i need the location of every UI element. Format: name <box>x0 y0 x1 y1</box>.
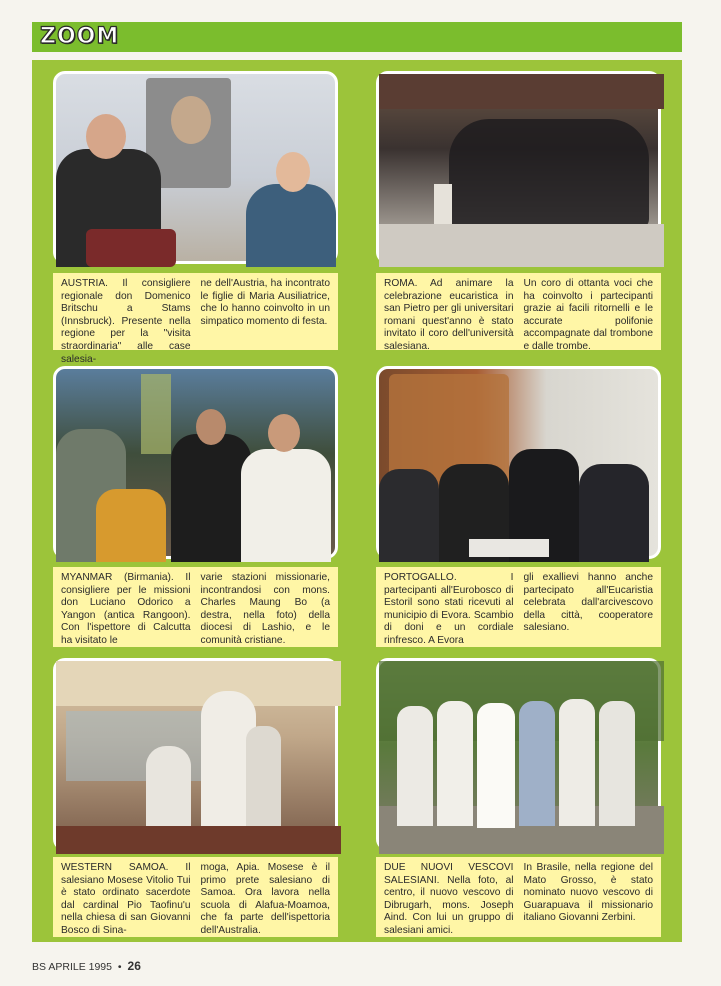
page-number: 26 <box>127 959 141 973</box>
section-header-bar <box>32 22 682 52</box>
man-white-head <box>268 414 300 452</box>
caption-roma <box>376 273 661 350</box>
footer-separator: • <box>117 961 122 973</box>
photo-vescovi <box>376 658 661 851</box>
photo-austria <box>53 71 338 264</box>
caption-roma-col2: Un coro di ottanta voci che ha coinvolto i partecipanti grazie ai facili ritornelli e le accurate polifonie accompagnate dal trombone e dalle trombe. <box>523 278 653 352</box>
person-1 <box>397 706 433 826</box>
caption-austria <box>53 273 338 365</box>
caption-myanmar <box>53 567 338 647</box>
caption-myanmar-col2: varie stazioni missionarie, incontrandosi con mons. Charles Maung Bo (a destra, nella foto) della diocesi di Lashio, e le comunità cristiane. <box>200 572 330 646</box>
girl-yellow <box>96 489 166 562</box>
choir-group <box>449 119 649 229</box>
caption-samoa <box>53 857 338 937</box>
man-right <box>579 464 649 562</box>
bishop-center <box>477 703 515 828</box>
person-6 <box>599 701 635 826</box>
caption-austria-col1: AUSTRIA. Il consigliere regionale don Domenico Britschu a Stams (Innsbruck). Presente nella regione per la "visita straordinaria" alle case salesia- <box>61 278 191 365</box>
caption-portogallo <box>376 567 661 647</box>
caption-samoa-col1: WESTERN SAMOA. Il salesiano Mosese Vitolio Tui è stato ordinato sacerdote dal cardinal Pio Taofinu'u nella chiesa di san Giovanni Bosco di Sina- <box>61 862 191 936</box>
man-white <box>241 449 331 562</box>
caption-austria-col2: ne dell'Austria, ha incontrato le figlie di Maria Ausiliatrice, che lo hanno coinvolto in un simpatico momento di festa. <box>200 278 330 327</box>
crowd-top <box>379 74 664 109</box>
ceiling <box>56 661 341 706</box>
man-left <box>379 469 439 562</box>
bongo-drums <box>86 229 176 267</box>
page-footer <box>32 959 141 973</box>
photo-roma <box>376 71 661 264</box>
person-2 <box>437 701 473 826</box>
caption-roma-col1: ROMA. Ad animare la celebrazione eucaristica in san Pietro per gli universitari romani quest'anno è stato invitato il coro dell'università salesiana. <box>384 278 514 352</box>
portrait-face <box>171 96 211 144</box>
person-right-head <box>276 152 310 192</box>
floor-carpet <box>56 826 341 854</box>
caption-vescovi-col2: In Brasile, nella regione del Mato Grosso, è stato nominato nuovo vescovo di Guarapuava il missionario italiano Giovanni Zerbini. <box>523 862 653 924</box>
bishop-black <box>171 434 251 562</box>
person-4 <box>519 701 555 826</box>
person-5 <box>559 699 595 826</box>
photo-samoa <box>53 658 338 851</box>
photo-portogallo <box>376 366 661 559</box>
footer-issue: APRILE 1995 <box>48 961 112 973</box>
caption-portogallo-col2: gli exallievi hanno anche partecipato all'Eucaristia celebrata dall'arcivescovo della città, cooperatore salesiano. <box>523 572 653 634</box>
bishop-head <box>196 409 226 445</box>
marble-floor <box>379 224 664 267</box>
caption-vescovi-col1: DUE NUOVI VESCOVI SALESIANI. Nella foto, al centro, il nuovo vescovo di Dibrugarh, mons. Joseph Aind. Con lui un gruppo di salesiani amici. <box>384 862 514 936</box>
photo-myanmar <box>53 366 338 559</box>
caption-vescovi <box>376 857 661 937</box>
flower-bouquet <box>141 374 171 454</box>
person-left-head <box>86 114 126 159</box>
caption-myanmar-col1: MYANMAR (Birmania). Il consigliere per le missioni don Luciano Odorico a Yangon (antica Rangoon). Con l'ispettore di Calcutta ha visitato le <box>61 572 191 646</box>
section-title: ZOOM <box>40 24 120 49</box>
gift-package <box>469 539 549 557</box>
kneeling-priest <box>146 746 191 831</box>
caption-portogallo-col1: PORTOGALLO. I partecipanti all'Eurobosco di Estoril sono stati ricevuti al municipio di Evora. Scambio di doni e un cordiale rinfresco. A Evora <box>384 572 514 646</box>
footer-magazine: BS <box>32 961 47 973</box>
caption-samoa-col2: moga, Apia. Mosese è il primo prete salesiano di Samoa. Ora lavora nella scuola di Alafua-Moamoa, che fa parte dell'ispettoria dell'Australia. <box>200 862 330 936</box>
attendant <box>246 726 281 836</box>
person-right <box>246 184 336 267</box>
